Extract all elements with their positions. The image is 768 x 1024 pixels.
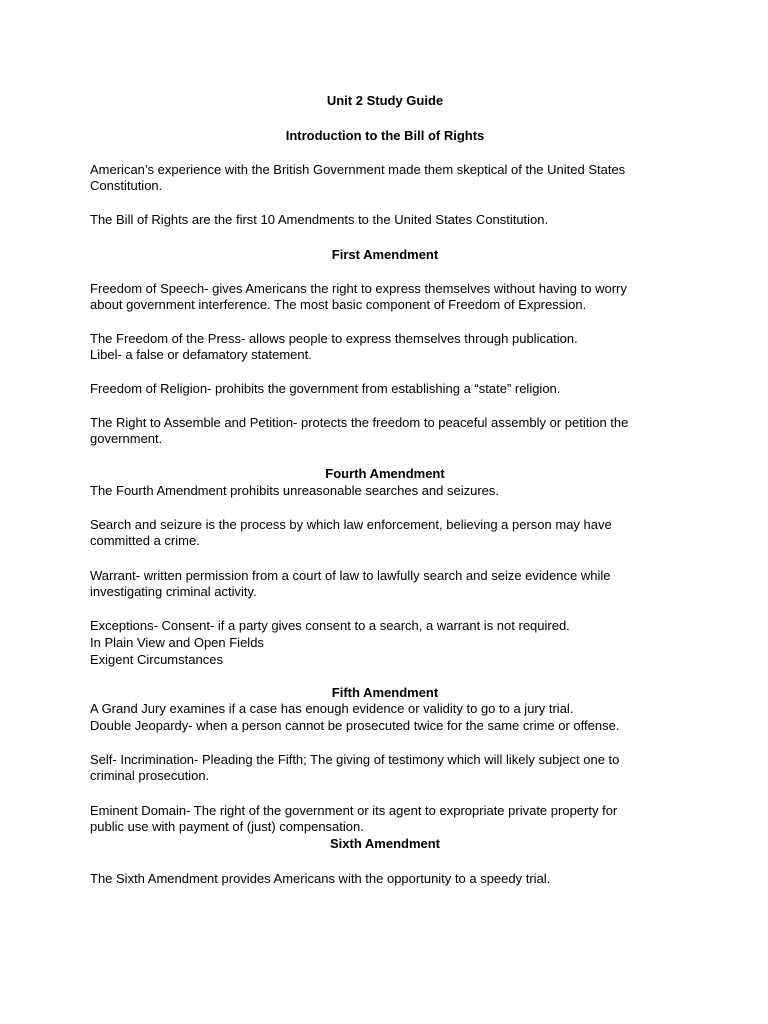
exceptions-line: Exigent Circumstances: [90, 652, 223, 667]
warrant-line: investigating criminal activity.: [90, 584, 257, 599]
study-guide-page: [90, 0, 680, 1024]
freedom-of-religion-line: Freedom of Religion- prohibits the government from establishing a “state” religion.: [90, 381, 561, 396]
first-amendment-heading: First Amendment: [331, 247, 439, 262]
eminent-domain-line: public use with payment of (just) compensation.: [90, 819, 364, 834]
libel-line: Libel- a false or defamatory statement.: [90, 347, 312, 362]
freedom-of-speech-line: about government interference. The most basic component of Freedom of Expression.: [90, 297, 587, 312]
right-to-assemble-line: government.: [90, 431, 163, 446]
right-to-assemble-line: The Right to Assemble and Petition- protects the freedom to peaceful assembly or petition the: [90, 415, 629, 430]
grand-jury-line: A Grand Jury examines if a case has enough evidence or validity to go to a jury trial.: [90, 701, 574, 716]
self-incrimination-line: Self- Incrimination- Pleading the Fifth; The giving of testimony which will likely subject one to: [90, 752, 620, 767]
intro-heading: Introduction to the Bill of Rights: [285, 128, 485, 143]
fourth-amendment-heading: Fourth Amendment: [325, 466, 445, 481]
sixth-amendment-heading: Sixth Amendment: [329, 836, 441, 851]
intro-paragraph-line: American’s experience with the British Government made them skeptical of the United States: [90, 162, 626, 177]
exceptions-line: In Plain View and Open Fields: [90, 635, 264, 650]
warrant-line: Warrant- written permission from a court of law to lawfully search and seize evidence while: [90, 568, 611, 583]
fifth-amendment-heading: Fifth Amendment: [331, 685, 439, 700]
exceptions-line: Exceptions- Consent- if a party gives consent to a search, a warrant is not required.: [90, 618, 570, 633]
double-jeopardy-line: Double Jeopardy- when a person cannot be prosecuted twice for the same crime or offense.: [90, 718, 620, 733]
freedom-of-speech-line: Freedom of Speech- gives Americans the right to express themselves without having to worry: [90, 281, 627, 296]
intro-paragraph: The Bill of Rights are the first 10 Amendments to the United States Constitution.: [90, 212, 549, 227]
search-and-seizure-line: Search and seizure is the process by which law enforcement, believing a person may have: [90, 517, 612, 532]
fourth-amendment-intro: The Fourth Amendment prohibits unreasonable searches and seizures.: [90, 483, 500, 498]
self-incrimination-line: criminal prosecution.: [90, 768, 210, 783]
intro-paragraph-line: Constitution.: [90, 178, 163, 193]
freedom-of-press-line: The Freedom of the Press- allows people to express themselves through publication.: [90, 331, 578, 346]
search-and-seizure-line: committed a crime.: [90, 533, 200, 548]
page-title: Unit 2 Study Guide: [326, 93, 444, 108]
sixth-amendment-intro: The Sixth Amendment provides Americans with the opportunity to a speedy trial.: [90, 871, 551, 886]
eminent-domain-line: Eminent Domain- The right of the government or its agent to expropriate private property for: [90, 803, 618, 818]
